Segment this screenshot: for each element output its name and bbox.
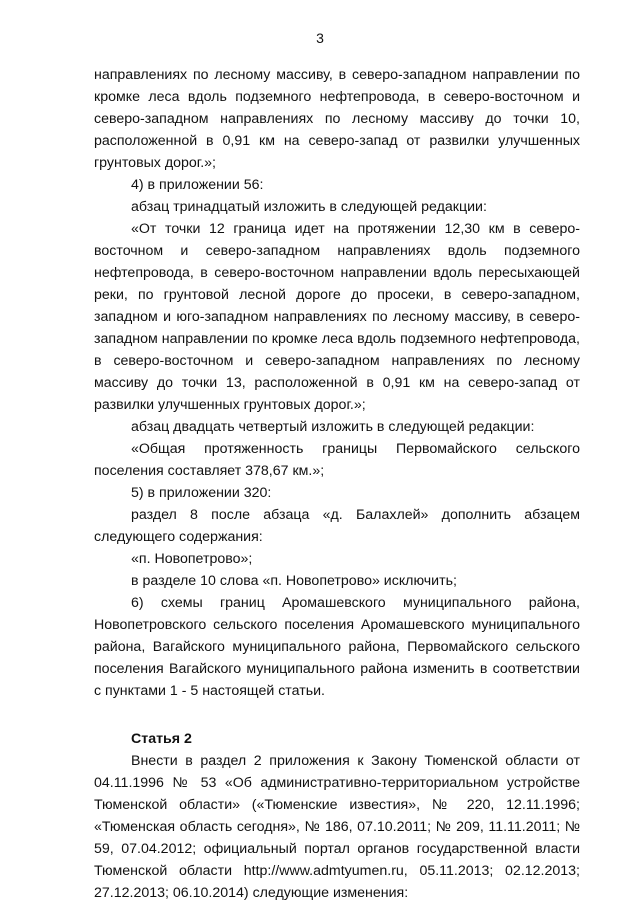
paragraph-amend-24: абзац двадцать четвертый изложить в следующей редакции: xyxy=(131,418,535,435)
paragraph-item-5: 5) в приложении 320: xyxy=(131,484,272,501)
paragraph-section-8: раздел 8 после абзаца «д. Балахлей» дополнить абзацем следующего содержания: xyxy=(94,506,580,545)
article-paragraph: Внести в раздел 2 приложения к Закону Тюменской области от 04.11.1996 № 53 «Об административно-территориальном устройстве Тюменской области» («Тюменские известия», № 220, 12.11.1996; «Тюменская область сегодня», № 186, 07.10.2011; № 209, 11.11.2011; № 59, 07.04.2012; официальный портал органов государственной власти Тюменской области http://www.admtyumen.ru, 05.11.2013; 02.12.2013; 27.12.2013; 06.10.2014) следующие изменения: xyxy=(94,752,580,901)
paragraph-item-6: 6) схемы границ Аромашевского муниципального района, Новопетровского сельского поселения Аромашевского муниципального района, Вагайского муниципального района, Первомайского сельского поселения Вагайского муниципального района изменить в соответствии с пунктами 1 - 5 настоящей статьи. xyxy=(94,594,580,699)
paragraph-continuation: направлениях по лесному массиву, в северо-западном направлении по кромке леса вдоль подземного нефтепровода, в северо-восточном и северо-западном направлениях по лесному массиву до точки 10, расположенной в 0,91 км на северо-запад от развилки улучшенных грунтовых дорог.»; xyxy=(94,66,580,171)
document-body xyxy=(94,64,580,904)
page-number: 3 xyxy=(316,30,324,46)
paragraph-section-10: в разделе 10 слова «п. Новопетрово» исключить; xyxy=(131,572,457,589)
paragraph-quote-length: «Общая протяженность границы Первомайского сельского поселения составляет 378,67 км.»; xyxy=(94,440,580,479)
paragraph-item-4: 4) в приложении 56: xyxy=(131,176,264,193)
paragraph-amend-13: абзац тринадцатый изложить в следующей редакции: xyxy=(131,198,487,215)
paragraph-quote-settlement: «п. Новопетрово»; xyxy=(131,550,253,567)
paragraph-quote-boundary: «От точки 12 граница идет на протяжении 12,30 км в северо-восточном и северо-западном направлениях вдоль подземного нефтепровода, в северо-восточном направлении вдоль пересыхающей реки, по грунтовой лесной дороге до просеки, в северо-западном, западном и юго-западном направлениях по лесному массиву, в северо-западном направлении по кромке леса вдоль подземного нефтепровода, в северо-восточном и северо-западном направлениях по лесному массиву до точки 13, расположенной в 0,91 км на северо-запад от развилки улучшенных грунтовых дорог.»; xyxy=(94,220,580,413)
article-heading: Статья 2 xyxy=(131,730,192,747)
